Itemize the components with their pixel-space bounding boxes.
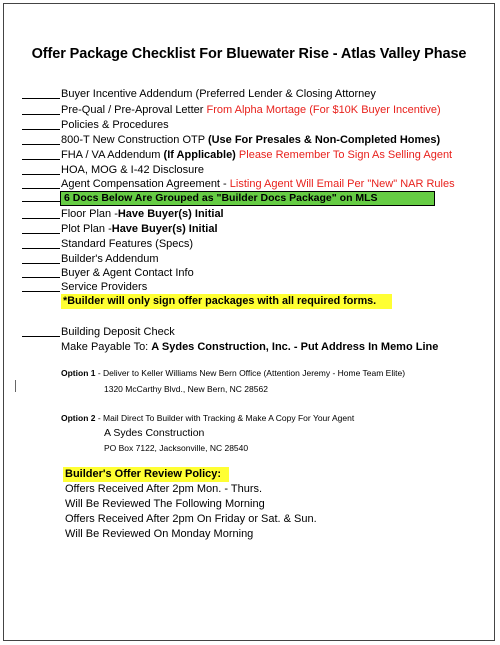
blank-line (22, 118, 60, 130)
item-text: Building Deposit Check (61, 326, 175, 338)
option-2-address: PO Box 7122, Jacksonville, NC 28540 (104, 443, 249, 453)
item-text: Buyer & Agent Contact Info (61, 267, 194, 279)
builder-doc-item (22, 222, 218, 237)
policy-line: Will Be Reviewed On Monday Morning (65, 528, 254, 540)
option-1-label: Option 1 (61, 368, 96, 378)
item-text: Buyer Incentive Addendum (Preferred Lender & Closing Attorney (61, 88, 376, 100)
item-text: 800-T New Construction OTP (61, 134, 208, 146)
policy-line: Will Be Reviewed The Following Morning (65, 498, 265, 510)
option-1-address: 1320 McCarthy Blvd., New Bern, NC 28562 (104, 384, 268, 394)
item-note-bold: (If Applicable) (163, 149, 236, 161)
page-title: Offer Package Checklist For Bluewater Rise - Atlas Valley Phase (31, 46, 467, 62)
blank-line (22, 280, 60, 292)
builder-doc-item (22, 266, 194, 281)
builder-docs-banner: 6 Docs Below Are Grouped as "Builder Docs Package" on MLS (60, 191, 435, 206)
item-note-red: Please Remember To Sign As Selling Agent (235, 149, 453, 161)
payable-line (22, 340, 438, 355)
builder-doc-item (22, 280, 147, 295)
blank-line (22, 87, 60, 99)
item-note-bold: Have Buyer(s) Initial (117, 208, 224, 220)
text-cursor (15, 380, 16, 392)
policy-heading: Builder's Offer Review Policy: (63, 467, 229, 482)
option-2-text: - Mail Direct To Builder with Tracking & Make A Copy For Your Agent (95, 413, 355, 423)
checklist-item (22, 87, 376, 102)
required-forms-note: *Builder will only sign offer packages with all required forms. (61, 294, 392, 309)
policy-line: Offers Received After 2pm Mon. - Thurs. (65, 483, 263, 495)
payable-label: Make Payable To: (61, 341, 152, 353)
blank-line (22, 133, 60, 145)
item-text: Floor Plan - (61, 208, 118, 220)
payable-value: A Sydes Construction, Inc. - Put Address In Memo Line (151, 341, 439, 353)
item-text: Plot Plan - (61, 223, 112, 235)
document-page (3, 3, 495, 641)
option-1-text: - Deliver to Keller Williams New Bern Office (Attention Jeremy - Home Team Elite) (95, 368, 406, 378)
item-text: Policies & Procedures (61, 119, 169, 131)
item-note-red: Listing Agent Will Email Per "New" NAR Rules (229, 178, 455, 190)
item-text: FHA / VA Addendum (61, 149, 164, 161)
checklist-item (22, 133, 440, 148)
item-text: Service Providers (61, 281, 148, 293)
item-note-bold: (Use For Presales & Non-Completed Homes) (207, 134, 441, 146)
item-text: Pre-Qual / Pre-Aproval Letter (61, 104, 207, 116)
checklist-item (22, 103, 441, 118)
deposit-check-item (22, 325, 175, 340)
item-note-red: From Alpha Mortage (For $10K Buyer Incentive) (206, 104, 441, 116)
blank-line (22, 237, 60, 249)
checklist-item (22, 163, 204, 178)
checklist-item (22, 177, 455, 192)
blank-line (22, 163, 60, 175)
option-2 (61, 413, 354, 423)
banner-blank (22, 190, 61, 205)
blank-line (22, 252, 60, 264)
policy-line: Offers Received After 2pm On Friday or Sat. & Sun. (65, 513, 317, 525)
blank-line (22, 266, 60, 278)
blank-line (22, 207, 60, 219)
checklist-item (22, 148, 452, 163)
option-2-name: A Sydes Construction (104, 427, 205, 439)
blank-line (22, 177, 60, 189)
blank-line (22, 190, 60, 202)
item-note-bold: Have Buyer(s) Initial (111, 223, 218, 235)
builder-doc-item (22, 252, 159, 267)
checklist-item (22, 118, 169, 133)
blank-line (22, 325, 60, 337)
builder-doc-item (22, 207, 224, 222)
blank-line (22, 103, 60, 115)
item-text: Agent Compensation Agreement - (61, 178, 230, 190)
option-2-label: Option 2 (61, 413, 96, 423)
builder-doc-item (22, 237, 193, 252)
item-text: Standard Features (Specs) (61, 238, 194, 250)
option-1 (61, 368, 405, 378)
blank-line (22, 222, 60, 234)
blank-line (22, 148, 60, 160)
item-text: HOA, MOG & I-42 Disclosure (61, 164, 205, 176)
item-text: Builder's Addendum (61, 253, 159, 265)
